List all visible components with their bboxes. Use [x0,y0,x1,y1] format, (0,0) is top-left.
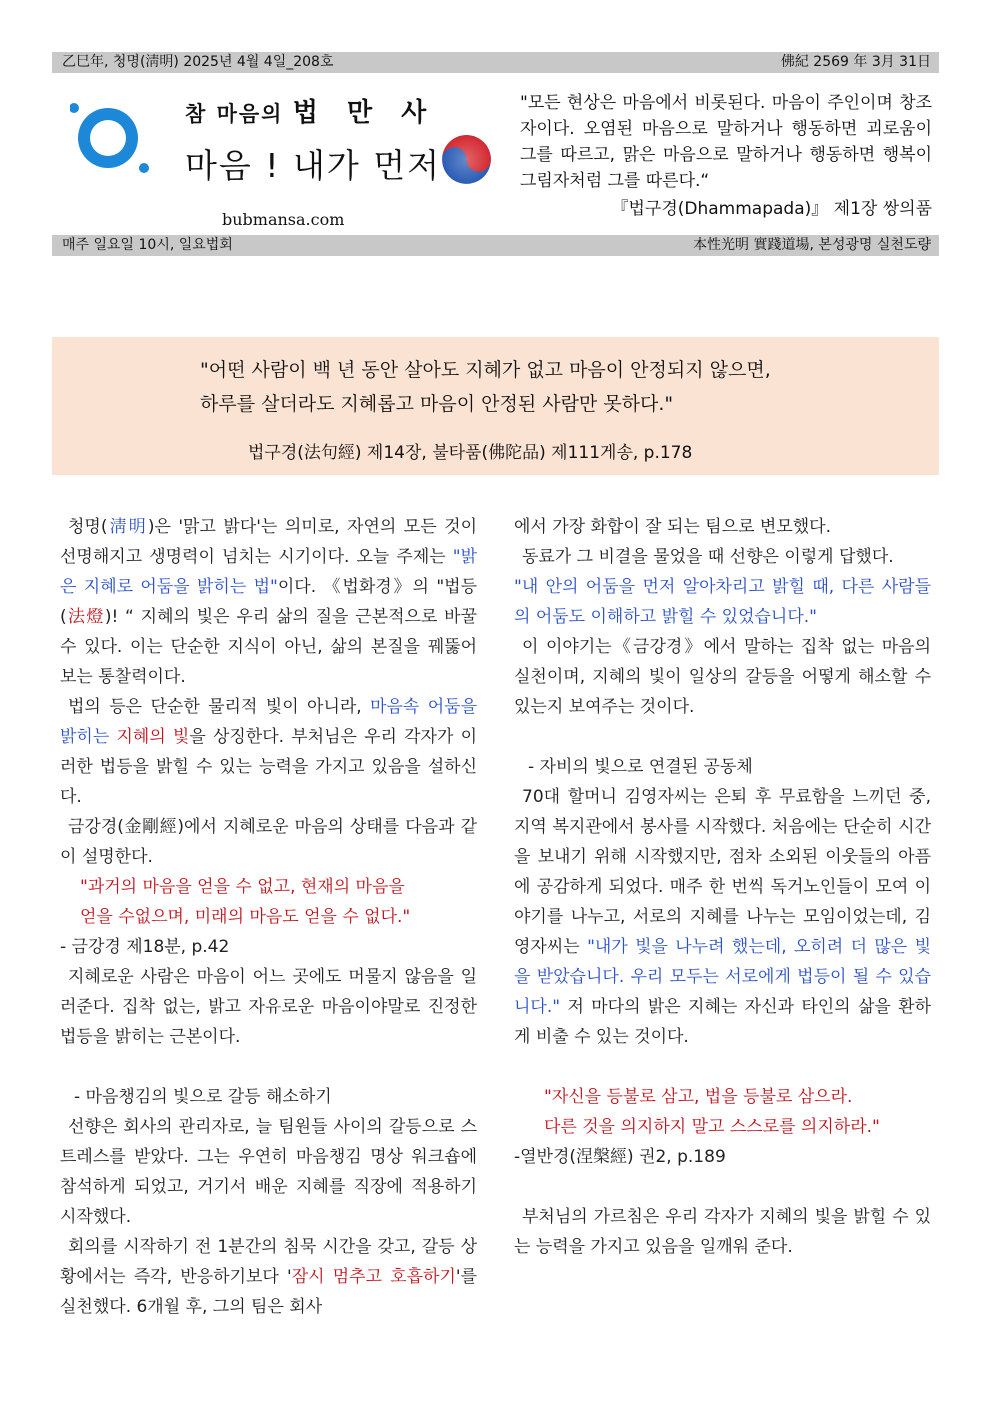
temple-prefix: 참 마음의 [185,101,284,126]
featured-quote-line2: 하루를 살더라도 지혜롭고 마음이 안정된 사람만 못하다." [200,393,674,415]
temple-motto: 本性光明 實踐道場, 본성광명 실천도량 [693,237,931,253]
paragraph: 지혜로운 사람은 마음이 어느 곳에도 머물지 않음을 일러준다. 집착 없는, 밝고 자유로운 마음이야말로 진정한 법등을 밝히는 근본이다. [60,967,477,1047]
paragraph: 선향은 회사의 관리자로, 늘 팀원들 사이의 갈등으로 스트레스를 받았다. 그는 우연히 마음챙김 명상 워크숍에 참석하게 되었고, 거기서 배운 지혜를 직장에 적용하기 시작했다. [60,1117,477,1227]
paragraph: 동료가 그 비결을 물었을 때 선향은 이렇게 답했다. [522,547,894,567]
paragraph: 금강경(金剛經)에서 지혜로운 마음의 상태를 다음과 같이 설명한다. [60,817,477,867]
left-column [60,512,477,1322]
quote-line: "자신을 등불로 삼고, 법을 등불로 삼으라. [544,1087,853,1107]
paragraph: 에서 가장 화합이 잘 되는 팀으로 변모했다. [514,517,832,537]
header-quote: "모든 현상은 마음에서 비롯된다. 마음이 주인이며 창조자이다. 오염된 마음으로 말하거나 행동하면 괴로움이 그를 따르고, 맑은 마음으로 말하거나 행동하면 행복이 그림자처럼 그를 따른다.“ [520,93,932,191]
logo-circle-icon [70,98,150,178]
featured-quote-line1: "어떤 사람이 백 년 동안 살아도 지혜가 없고 마음이 안정되지 않으면, [200,359,771,381]
right-column [514,512,931,1262]
header-quote-source: 『법구경(Dhammapada)』 제1장 쌍의품 [611,199,932,219]
paragraph: 이 이야기는《금강경》에서 말하는 집착 없는 마음의 실천이며, 지혜의 빛이 일상의 갈등을 어떻게 해소할 수 있는지 보여주는 것이다. [514,637,931,717]
buddhist-calendar-date: 佛紀 2569 年 3月 31日 [780,54,931,70]
paragraph: 청명(淸明)은 '맑고 밝다'는 의미로, 자연의 모든 것이 선명해지고 생명력이 넘치는 시기이다. 오늘 주제는 "밝은 지혜로 어둠을 밝히는 법"이다. 《법화경》의 "법등(法燈)! “ 지혜의 빛은 우리 삶의 질을 근본적으로 바꿀 수 있다. 이는 단순한 지식이 아닌, 삶의 본질을 꿰뚫어 보는 통찰력이다. [60,517,478,687]
taegeuk-icon [440,133,493,186]
temple-name [185,92,436,129]
paragraph: 회의를 시작하기 전 1분간의 침묵 시간을 갖고, 갈등 상황에서는 즉각, 반응하기보다 '잠시 멈추고 호흡하기'를 실천했다. 6개월 후, 그의 팀은 회사 [60,1237,478,1317]
paragraph: 70대 할머니 김영자씨는 은퇴 후 무료함을 느끼던 중, 지역 복지관에서 봉사를 시작했다. 처음에는 단순히 시간을 보내기 위해 시작했지만, 점차 소외된 이웃들의 아픔에 공감하게 되었다. 매주 한 번씩 독거노인들이 모여 이야기를 나누고, 서로의 지혜를 나누는 모임이었는데, 김영자씨는 "내가 빛을 나누려 했는데, 오히려 더 많은 빛을 받았습니다. 우리 모두는 서로에게 법등이 될 수 있습니다." 저 마다의 밝은 지혜는 자신과 타인의 삶을 환하게 비출 수 있는 것이다. [514,787,931,1047]
section-heading: - 자비의 빛으로 연결된 공동체 [528,757,753,777]
quote-line: 얻을 수없으며, 미래의 마음도 얻을 수 없다." [80,907,411,927]
featured-quote-source: 법구경(法句經) 제14장, 불타품(佛陀品) 제111게송, p.178 [248,443,693,463]
quote-source: -열반경(涅槃經) 권2, p.189 [514,1147,726,1167]
paragraph: 법의 등은 단순한 물리적 빛이 아니라, 마음속 어둠을 밝히는 지혜의 빛을 상징한다. 부처님은 우리 각자가 이러한 법등을 밝힐 수 있는 능력을 가지고 있음을 설하신다. [60,697,478,807]
section-heading: - 마음챙김의 빛으로 갈등 해소하기 [74,1087,332,1107]
service-schedule: 매주 일요일 10시, 일요법회 [62,237,233,253]
website-link[interactable]: bubmansa.com [222,210,345,229]
issue-date: 乙巳年, 청명(淸明) 2025년 4월 4일_208호 [62,54,334,70]
top-info-bar [52,52,939,73]
quote-line: "과거의 마음을 얻을 수 없고, 현재의 마음을 [80,877,405,897]
slogan: 마음 ! 내가 먼저 [185,146,441,185]
quote-line: 다른 것을 의지하지 말고 스스로를 의지하라." [544,1117,880,1137]
paragraph: 부처님의 가르침은 우리 각자가 지혜의 빛을 밝힐 수 있는 능력을 가지고 있음을 일깨워 준다. [514,1207,931,1257]
service-info-bar [52,235,939,256]
quote-source: - 금강경 제18분, p.42 [60,937,230,957]
temple-title: 법 만 사 [292,98,437,128]
quote-paragraph: "내 안의 어둠을 먼저 알아차리고 밝힐 때, 다른 사람들의 어둠도 이해하고 밝힐 수 있었습니다." [514,577,931,627]
